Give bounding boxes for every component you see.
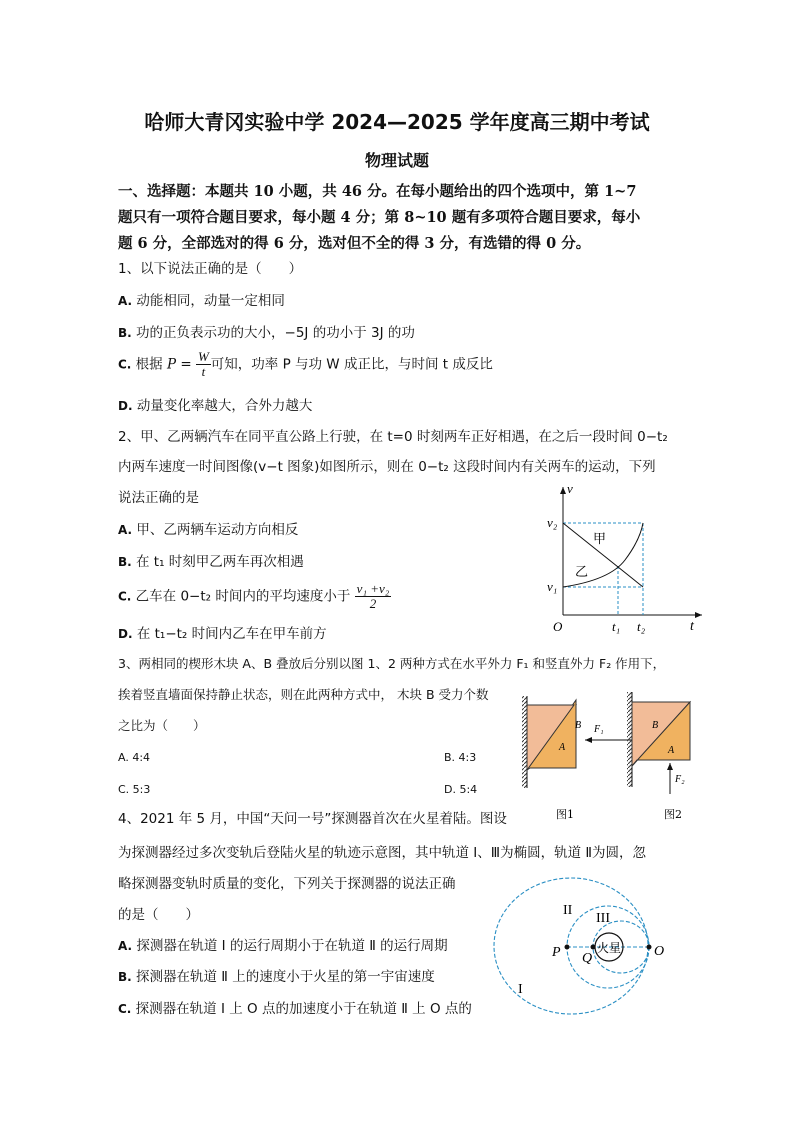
fig2-caption: 图2: [664, 808, 682, 821]
option-text: 乙车在 0−t₂ 时间内的平均速度小于: [135, 588, 351, 605]
vt-graph: [547, 481, 702, 634]
q3-option-b: B. 4:3: [444, 751, 477, 764]
point-p: [565, 945, 570, 950]
exam-title: 哈师大青冈实验中学 2024—2025 学年度高三期中考试: [144, 110, 650, 134]
q3-stem-line: 3、两相同的楔形木块 A、B 叠放后分别以图 1、2 两种方式在水平外力 F₁ 和竖直外力 F₂ 作用下，: [118, 656, 666, 671]
q4-option-c: [118, 1000, 472, 1018]
q2-stem-line: 说法正确的是: [118, 490, 199, 506]
option-text: 功的正负表示功的大小，−5J 的功小于 3J 的功: [136, 325, 415, 341]
t1-label: t₁: [612, 619, 621, 634]
q4-option-b: [118, 968, 435, 986]
section-instructions-line: 一、选择题：本题共 10 小题，共 46 分。在每小题给出的四个选项中，第 1~7: [118, 183, 637, 200]
q-label: Q: [582, 951, 593, 966]
option-text: 动量变化率越大，合外力越大: [136, 398, 313, 414]
point-o: [647, 945, 652, 950]
q3-stem-line: 挨着竖直墙面保持静止状态，则在此两种方式中， 木块 B 受力个数: [118, 687, 489, 702]
option-text: 可知，功率 P 与功 W 成正比，与时间 t 成反比: [210, 356, 493, 373]
block-b-label: B: [575, 720, 582, 731]
numerator: v₁ +v₂: [356, 581, 390, 596]
yi-label: 乙: [575, 565, 589, 580]
q4-stem-line: 略探测器变轨时质量的变化，下列关于探测器的说法正确: [118, 876, 456, 892]
block-a-label: A: [668, 745, 675, 756]
v1-label: v₁: [547, 579, 558, 594]
section-instructions-line: 题只有一项符合题目要求，每小题 4 分；第 8~10 题有多项符合题目要求，每小: [118, 209, 641, 226]
option-label: C.: [118, 1002, 132, 1016]
q3-option-d: D. 5:4: [444, 783, 478, 796]
option-text: 在 t₁ 时刻甲乙两车再次相遇: [136, 554, 304, 570]
q4-stem-line: 4、2021 年 5 月，中国“天问一号”探测器首次在火星着陆。图设: [118, 811, 507, 827]
wall: [522, 696, 527, 788]
option-label: A.: [118, 294, 133, 308]
option-text: 探测器在轨道 Ⅰ 的运行周期小于在轨道 Ⅱ 的运行周期: [136, 938, 448, 954]
f2-label: F₂: [675, 774, 685, 785]
option-label: D.: [118, 627, 133, 641]
option-label: B.: [118, 326, 132, 340]
t2-label: t₂: [637, 619, 646, 634]
f1-label: F₁: [594, 724, 604, 735]
option-label: B.: [118, 970, 132, 984]
q4-option-a: [118, 937, 448, 955]
v-axis-label: v: [567, 481, 573, 496]
orbit-1-label: I: [518, 982, 523, 997]
option-label: B.: [118, 555, 132, 569]
denominator: 2: [369, 596, 377, 611]
option-text: 探测器在轨道 Ⅱ 上的速度小于火星的第一宇宙速度: [136, 969, 435, 985]
option-text: 探测器在轨道 Ⅰ 上 O 点的加速度小于在轨道 Ⅱ 上 O 点的: [135, 1001, 472, 1017]
q3-stem-line: 之比为（ ）: [118, 718, 206, 733]
wall: [627, 692, 632, 787]
option-label: A.: [118, 939, 133, 953]
option-text: 动能相同，动量一定相同: [136, 293, 285, 309]
q4-stem-line: 的是（ ）: [118, 907, 199, 923]
option-label: A.: [118, 523, 133, 537]
blocks-figure-2: [627, 692, 690, 821]
p-label: P: [552, 945, 561, 960]
option-label: C.: [118, 589, 132, 604]
v2-label: v₂: [547, 515, 558, 530]
q1-stem: 1、以下说法正确的是（ ）: [118, 261, 303, 277]
option-text: 甲、乙两辆车运动方向相反: [136, 522, 299, 538]
jia-label: 甲: [593, 532, 607, 547]
option-text: 在 t₁−t₂ 时间内乙车在甲车前方: [136, 626, 327, 642]
point-q: [591, 945, 596, 950]
q3-option-a: A. 4:4: [118, 751, 151, 764]
origin-label: O: [553, 619, 563, 634]
t-axis-label: t: [690, 619, 694, 634]
exam-subtitle: 物理试题: [364, 151, 429, 170]
orbit-labels: [518, 903, 664, 997]
orbit-2-label: II: [563, 903, 573, 918]
blocks-figure-1: [522, 696, 636, 821]
formula-lhs: P =: [166, 356, 192, 373]
q2-stem-line: 2、甲、乙两辆汽车在同平直公路上行驶，在 t=0 时刻两车正好相遇，在之后一段时间 0−t₂: [118, 429, 668, 445]
o-label: O: [654, 944, 665, 959]
option-pre: 根据: [135, 356, 163, 373]
block-a-label: A: [559, 742, 566, 753]
option-label: C.: [118, 357, 132, 372]
numerator: W: [197, 349, 209, 364]
option-label: D.: [118, 399, 133, 413]
q4-stem-line: 为探测器经过多次变轨后登陆火星的轨迹示意图，其中轨道 Ⅰ、Ⅲ为椭圆，轨道 Ⅱ为圆，忽: [118, 845, 647, 861]
fig1-caption: 图1: [556, 808, 574, 821]
mars-label: 火星: [597, 941, 622, 955]
orbit-3-label: III: [596, 911, 610, 926]
block-b-label: B: [652, 720, 659, 731]
denominator: t: [201, 364, 206, 379]
q2-stem-line: 内两车速度一时间图像(v−t 图象)如图所示，则在 0−t₂ 这段时间内有关两车的运动，下列: [118, 459, 656, 475]
section-instructions-line: 题 6 分，全部选对的得 6 分，选对但不全的得 3 分，有选错的得 0 分。: [118, 235, 591, 252]
q3-option-c: C. 5:3: [118, 783, 151, 796]
